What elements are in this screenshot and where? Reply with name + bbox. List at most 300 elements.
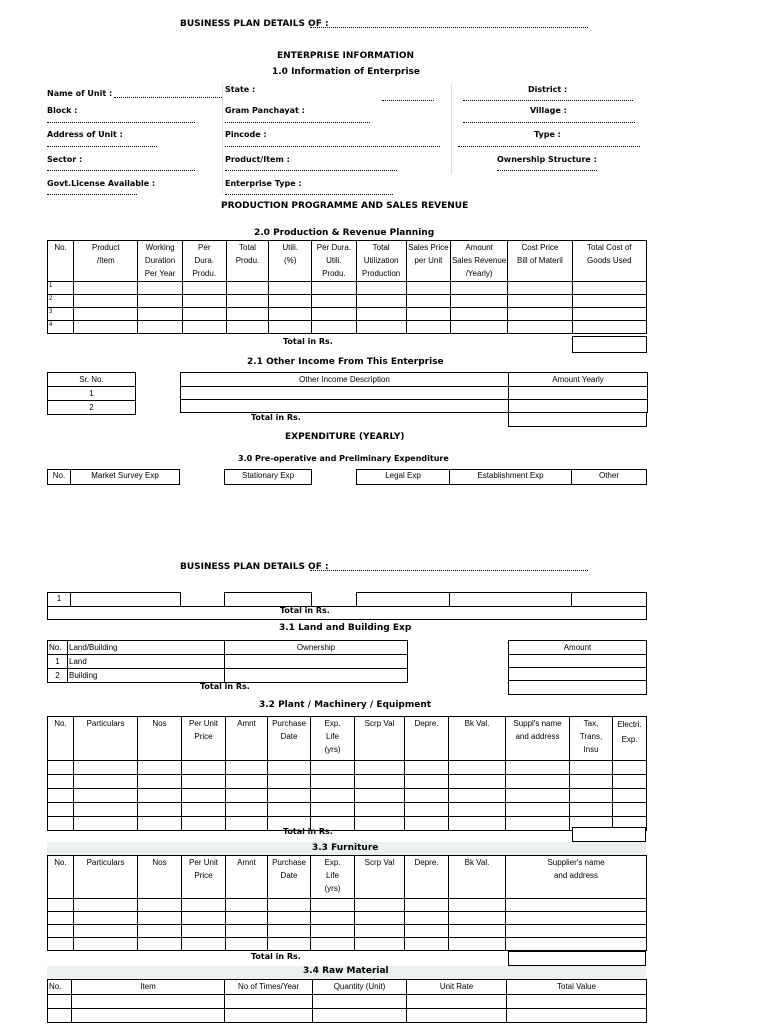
production-total-label: Total in Rs. bbox=[283, 337, 333, 346]
district-field[interactable] bbox=[463, 100, 633, 101]
other-income-total-cell[interactable] bbox=[508, 412, 647, 427]
state-label: State : bbox=[225, 85, 256, 94]
ownership-structure-label: Ownership Structure : bbox=[497, 155, 597, 164]
enterprise-type-field[interactable] bbox=[225, 194, 393, 195]
table-cell[interactable] bbox=[572, 308, 646, 321]
table-cell[interactable] bbox=[355, 912, 405, 925]
table-cell[interactable] bbox=[268, 912, 311, 925]
furniture-total-cell[interactable] bbox=[508, 951, 646, 966]
preop-no-header: No. bbox=[47, 469, 71, 485]
sr-no-header: Sr. No. bbox=[48, 373, 136, 387]
preop-stationary-cell[interactable] bbox=[224, 592, 312, 607]
header-cell: Bk Val. bbox=[449, 717, 506, 761]
table-cell[interactable] bbox=[182, 775, 226, 789]
table-cell[interactable] bbox=[138, 817, 182, 831]
table-cell[interactable] bbox=[506, 803, 570, 817]
header-cell: Amount Sales Revenue /Yearly) bbox=[450, 241, 507, 282]
table-cell[interactable] bbox=[570, 775, 613, 789]
table-cell[interactable] bbox=[181, 387, 509, 400]
table-cell[interactable] bbox=[182, 938, 226, 951]
table-cell[interactable] bbox=[313, 1009, 407, 1023]
table-cell[interactable] bbox=[449, 938, 506, 951]
table-cell[interactable] bbox=[226, 817, 268, 831]
table-cell[interactable] bbox=[74, 308, 138, 321]
table-cell[interactable] bbox=[311, 925, 355, 938]
header-cell: Working Duration Per Year bbox=[138, 241, 182, 282]
table-cell[interactable] bbox=[182, 817, 226, 831]
address-of-unit-field[interactable] bbox=[47, 146, 157, 147]
table-cell[interactable] bbox=[225, 669, 408, 683]
row-number: 3 bbox=[48, 308, 74, 321]
other-income-table bbox=[180, 372, 648, 413]
table-cell[interactable] bbox=[269, 295, 312, 308]
table-cell[interactable] bbox=[182, 803, 226, 817]
table-cell[interactable] bbox=[138, 789, 182, 803]
header-cell: Quantity (Unit) bbox=[313, 980, 407, 995]
table-cell[interactable] bbox=[570, 761, 613, 775]
table-cell[interactable] bbox=[312, 321, 356, 334]
table-cell[interactable] bbox=[226, 789, 268, 803]
table-cell[interactable] bbox=[449, 761, 506, 775]
furniture-table bbox=[47, 855, 647, 951]
table-cell[interactable] bbox=[226, 308, 268, 321]
table-cell[interactable] bbox=[48, 995, 72, 1009]
table-cell[interactable] bbox=[356, 295, 406, 308]
production-revenue-table bbox=[47, 240, 647, 334]
table-cell[interactable] bbox=[311, 899, 355, 912]
table-cell[interactable] bbox=[405, 817, 449, 831]
header-cell: Purchase Date bbox=[268, 717, 311, 761]
table-cell[interactable] bbox=[355, 817, 405, 831]
table-cell[interactable] bbox=[268, 938, 311, 951]
table-cell[interactable] bbox=[48, 925, 74, 938]
table-cell[interactable] bbox=[138, 308, 182, 321]
header-cell: Bk Val. bbox=[449, 856, 506, 899]
table-cell[interactable] bbox=[507, 995, 647, 1009]
product-item-field[interactable] bbox=[225, 170, 397, 171]
table-cell[interactable] bbox=[182, 789, 226, 803]
table-cell[interactable] bbox=[311, 775, 355, 789]
table-cell[interactable] bbox=[269, 282, 312, 295]
table-cell[interactable] bbox=[613, 789, 647, 803]
land-total-cell[interactable] bbox=[509, 681, 647, 695]
table-cell[interactable] bbox=[72, 1009, 225, 1023]
gram-panchayat-field[interactable] bbox=[225, 122, 370, 123]
table-cell[interactable] bbox=[405, 789, 449, 803]
table-cell[interactable] bbox=[449, 817, 506, 831]
table-cell[interactable] bbox=[268, 803, 311, 817]
table-cell[interactable] bbox=[268, 775, 311, 789]
block-field[interactable] bbox=[47, 122, 195, 123]
table-cell[interactable] bbox=[182, 761, 226, 775]
table-cell[interactable] bbox=[450, 321, 507, 334]
table-cell[interactable] bbox=[449, 925, 506, 938]
table-cell[interactable] bbox=[312, 308, 356, 321]
table-row bbox=[48, 817, 647, 831]
table-cell[interactable] bbox=[450, 282, 507, 295]
table-cell[interactable] bbox=[506, 899, 647, 912]
table-cell[interactable] bbox=[138, 912, 182, 925]
block-label: Block : bbox=[47, 106, 78, 115]
land-total-label: Total in Rs. bbox=[200, 682, 250, 691]
table-cell[interactable] bbox=[268, 761, 311, 775]
header-cell: Cost Price Bill of Materil bbox=[508, 241, 572, 282]
table-cell[interactable] bbox=[269, 321, 312, 334]
pincode-field[interactable] bbox=[225, 146, 440, 147]
section-3-1-heading: 3.1 Land and Building Exp bbox=[279, 623, 412, 633]
table-cell[interactable] bbox=[405, 912, 449, 925]
header-cell: Per Unit Price bbox=[182, 717, 226, 761]
table-cell[interactable] bbox=[508, 321, 572, 334]
table-cell[interactable] bbox=[407, 1009, 507, 1023]
table-cell[interactable] bbox=[509, 668, 647, 681]
table-cell[interactable] bbox=[268, 899, 311, 912]
table-cell[interactable] bbox=[356, 282, 406, 295]
table-cell[interactable] bbox=[508, 295, 572, 308]
section-2-0-heading: 2.0 Production & Revenue Planning bbox=[254, 228, 435, 238]
table-cell[interactable] bbox=[508, 282, 572, 295]
table-cell[interactable] bbox=[311, 789, 355, 803]
table-cell[interactable] bbox=[48, 912, 74, 925]
preop-other-cell[interactable] bbox=[571, 592, 647, 607]
table-cell[interactable] bbox=[182, 899, 226, 912]
header-cell: Exp. Life (yrs) bbox=[311, 717, 355, 761]
table-cell[interactable] bbox=[406, 308, 450, 321]
table-cell[interactable] bbox=[48, 1009, 72, 1023]
table-cell[interactable] bbox=[48, 817, 74, 831]
table-cell[interactable] bbox=[226, 321, 268, 334]
header-cell: Utili. (%) bbox=[269, 241, 312, 282]
table-header-row bbox=[48, 717, 647, 761]
table-cell[interactable] bbox=[508, 308, 572, 321]
table-cell[interactable] bbox=[311, 938, 355, 951]
table-cell[interactable] bbox=[570, 803, 613, 817]
table-cell[interactable] bbox=[48, 803, 74, 817]
table-row bbox=[48, 282, 647, 295]
table-cell[interactable] bbox=[613, 761, 647, 775]
section-2-1-heading: 2.1 Other Income From This Enterprise bbox=[247, 357, 444, 367]
page-title: BUSINESS PLAN DETAILS OF : bbox=[180, 562, 329, 572]
name-of-unit-label: Name of Unit : bbox=[47, 89, 113, 98]
header-cell: Supplier's name and address bbox=[506, 856, 647, 899]
table-header-row bbox=[48, 241, 647, 282]
address-of-unit-label: Address of Unit : bbox=[47, 130, 123, 139]
table-cell[interactable] bbox=[356, 321, 406, 334]
table-cell[interactable] bbox=[138, 761, 182, 775]
table-cell[interactable] bbox=[311, 761, 355, 775]
section-3-0-heading: 3.0 Pre-operative and Preliminary Expenditure bbox=[238, 454, 449, 463]
table-cell[interactable] bbox=[74, 803, 138, 817]
table-row bbox=[48, 308, 647, 321]
amount-header: Amount Yearly bbox=[509, 373, 648, 387]
table-row bbox=[48, 995, 647, 1009]
table-row bbox=[48, 912, 647, 925]
type-label: Type : bbox=[534, 130, 561, 139]
table-cell[interactable] bbox=[355, 925, 405, 938]
title-fill-line[interactable] bbox=[310, 570, 588, 571]
table-cell[interactable] bbox=[74, 321, 138, 334]
land-row-number: 1 bbox=[48, 655, 68, 669]
table-cell[interactable] bbox=[74, 761, 138, 775]
table-cell[interactable] bbox=[74, 938, 138, 951]
table-cell[interactable] bbox=[226, 938, 268, 951]
table-cell[interactable] bbox=[312, 282, 356, 295]
table-cell[interactable] bbox=[509, 387, 648, 400]
table-cell[interactable] bbox=[405, 938, 449, 951]
table-cell[interactable] bbox=[225, 655, 408, 669]
field-column-divider bbox=[222, 84, 223, 194]
preop-other-header: Other bbox=[571, 469, 647, 485]
table-cell[interactable] bbox=[182, 308, 226, 321]
table-cell[interactable] bbox=[355, 938, 405, 951]
table-cell[interactable] bbox=[450, 295, 507, 308]
table-cell[interactable] bbox=[48, 938, 74, 951]
section-3-3-heading: 3.3 Furniture bbox=[312, 843, 379, 853]
table-cell[interactable] bbox=[138, 321, 182, 334]
product-item-label: Product/Item : bbox=[225, 155, 290, 164]
production-total-cell[interactable] bbox=[572, 336, 647, 353]
table-cell[interactable] bbox=[74, 775, 138, 789]
table-cell[interactable] bbox=[138, 295, 182, 308]
table-cell[interactable] bbox=[449, 789, 506, 803]
table-cell[interactable] bbox=[138, 775, 182, 789]
table-cell[interactable] bbox=[182, 282, 226, 295]
plant-machinery-table bbox=[47, 716, 647, 831]
table-cell[interactable] bbox=[506, 775, 570, 789]
table-cell[interactable] bbox=[356, 308, 406, 321]
other-income-total-label: Total in Rs. bbox=[251, 413, 301, 422]
table-cell[interactable] bbox=[74, 912, 138, 925]
sector-label: Sector : bbox=[47, 155, 83, 164]
header-cell: Total Cost of Goods Used bbox=[572, 241, 646, 282]
land-amount-table bbox=[508, 640, 647, 695]
preop-market-survey-cell[interactable] bbox=[70, 592, 181, 607]
table-cell[interactable] bbox=[572, 295, 646, 308]
description-header: Other Income Description bbox=[181, 373, 509, 387]
table-cell[interactable] bbox=[406, 282, 450, 295]
table-cell[interactable] bbox=[313, 995, 407, 1009]
header-cell: No. bbox=[48, 980, 72, 995]
land-row-label: Building bbox=[68, 669, 225, 683]
table-cell[interactable] bbox=[74, 282, 138, 295]
table-cell[interactable] bbox=[311, 912, 355, 925]
table-cell[interactable] bbox=[226, 899, 268, 912]
table-cell[interactable] bbox=[182, 912, 226, 925]
table-cell[interactable] bbox=[72, 995, 225, 1009]
table-cell[interactable] bbox=[405, 899, 449, 912]
table-cell[interactable] bbox=[138, 925, 182, 938]
table-cell[interactable] bbox=[182, 925, 226, 938]
plant-total-cell[interactable] bbox=[572, 827, 646, 842]
header-cell: Product /Item bbox=[74, 241, 138, 282]
gram-panchayat-label: Gram Panchayat : bbox=[225, 106, 305, 115]
header-cell: Exp. Life (yrs) bbox=[311, 856, 355, 899]
table-row bbox=[48, 321, 647, 334]
table-cell[interactable] bbox=[48, 899, 74, 912]
table-cell[interactable] bbox=[311, 803, 355, 817]
preop-legal-cell[interactable] bbox=[356, 592, 450, 607]
table-cell[interactable] bbox=[570, 789, 613, 803]
table-cell[interactable] bbox=[48, 789, 74, 803]
header-cell: No. bbox=[48, 717, 74, 761]
header-cell: No. bbox=[48, 241, 74, 282]
table-cell[interactable] bbox=[355, 789, 405, 803]
table-cell[interactable] bbox=[405, 761, 449, 775]
header-cell: Amnt bbox=[226, 717, 268, 761]
header-cell: Item bbox=[72, 980, 225, 995]
table-cell[interactable] bbox=[506, 925, 647, 938]
table-row bbox=[48, 1009, 647, 1023]
header-cell: Per Dura. Produ. bbox=[182, 241, 226, 282]
table-cell[interactable] bbox=[509, 400, 648, 413]
table-cell[interactable] bbox=[74, 789, 138, 803]
table-cell[interactable] bbox=[506, 938, 647, 951]
section-3-4-heading: 3.4 Raw Material bbox=[303, 966, 389, 976]
header-cell: Scrp Val bbox=[355, 856, 405, 899]
table-cell[interactable] bbox=[506, 761, 570, 775]
field-column-divider bbox=[451, 84, 452, 174]
enterprise-heading: ENTERPRISE INFORMATION bbox=[277, 51, 415, 61]
table-row bbox=[48, 775, 647, 789]
header-cell: Particulars bbox=[74, 856, 138, 899]
sector-field[interactable] bbox=[47, 170, 195, 171]
table-cell[interactable] bbox=[450, 308, 507, 321]
table-cell[interactable] bbox=[449, 803, 506, 817]
table-cell[interactable] bbox=[572, 321, 646, 334]
table-cell[interactable] bbox=[74, 817, 138, 831]
preop-establishment-header: Establishment Exp bbox=[449, 469, 572, 485]
table-cell[interactable] bbox=[181, 400, 509, 413]
name-of-unit-field[interactable] bbox=[114, 97, 222, 98]
row-number: 4 bbox=[48, 321, 74, 334]
row-number: 1 bbox=[48, 282, 74, 295]
table-cell[interactable] bbox=[509, 655, 647, 668]
table-cell[interactable] bbox=[506, 912, 647, 925]
row-number: 2 bbox=[48, 295, 74, 308]
table-cell[interactable] bbox=[355, 761, 405, 775]
table-cell[interactable] bbox=[48, 761, 74, 775]
table-cell[interactable] bbox=[355, 899, 405, 912]
header-cell: Nos bbox=[138, 856, 182, 899]
title-fill-line[interactable] bbox=[310, 27, 588, 28]
table-header-row bbox=[48, 856, 647, 899]
table-cell[interactable] bbox=[405, 803, 449, 817]
table-cell[interactable] bbox=[226, 761, 268, 775]
sr-no-cell: 2 bbox=[48, 401, 136, 415]
header-cell: Tax, Trans, Insu bbox=[570, 717, 613, 761]
table-cell[interactable] bbox=[407, 995, 507, 1009]
table-cell[interactable] bbox=[312, 295, 356, 308]
table-cell[interactable] bbox=[226, 295, 268, 308]
header-cell: Unit Rate bbox=[407, 980, 507, 995]
plant-total-label: Total in Rs. bbox=[283, 827, 333, 836]
table-cell[interactable] bbox=[406, 295, 450, 308]
table-cell[interactable] bbox=[48, 775, 74, 789]
table-cell[interactable] bbox=[506, 789, 570, 803]
state-field[interactable] bbox=[382, 100, 434, 101]
table-cell[interactable] bbox=[268, 925, 311, 938]
table-cell[interactable] bbox=[572, 282, 646, 295]
table-cell[interactable] bbox=[138, 938, 182, 951]
preop-establishment-cell[interactable] bbox=[449, 592, 572, 607]
table-cell[interactable] bbox=[506, 817, 570, 831]
sr-no-cell: 1 bbox=[48, 387, 136, 401]
table-cell[interactable] bbox=[225, 1009, 313, 1023]
table-cell[interactable] bbox=[74, 925, 138, 938]
page-title: BUSINESS PLAN DETAILS OF : bbox=[180, 19, 329, 29]
table-cell[interactable] bbox=[182, 295, 226, 308]
table-cell[interactable] bbox=[226, 775, 268, 789]
other-income-sr-table bbox=[47, 372, 136, 415]
table-cell[interactable] bbox=[507, 1009, 647, 1023]
table-cell[interactable] bbox=[138, 899, 182, 912]
ownership-header: Ownership bbox=[225, 641, 408, 655]
land-no-header: No. bbox=[48, 641, 68, 655]
govt-license-field[interactable] bbox=[47, 194, 137, 195]
raw-material-table bbox=[47, 979, 647, 1023]
table-cell[interactable] bbox=[74, 899, 138, 912]
header-cell: Electri. Exp. bbox=[613, 717, 647, 761]
preop-market-survey-header: Market Survey Exp bbox=[70, 469, 180, 485]
table-cell[interactable] bbox=[406, 321, 450, 334]
village-field[interactable] bbox=[463, 122, 635, 123]
header-cell: Purchase Date bbox=[268, 856, 311, 899]
table-cell[interactable] bbox=[355, 803, 405, 817]
header-cell: Scrp Val bbox=[355, 717, 405, 761]
table-row bbox=[48, 803, 647, 817]
pincode-label: Pincode : bbox=[225, 130, 267, 139]
table-cell[interactable] bbox=[449, 775, 506, 789]
table-cell[interactable] bbox=[449, 912, 506, 925]
header-cell: No of Times/Year bbox=[225, 980, 313, 995]
section-1-0-heading: 1.0 Information of Enterprise bbox=[272, 67, 420, 77]
table-cell[interactable] bbox=[355, 775, 405, 789]
table-row bbox=[48, 899, 647, 912]
furniture-total-label: Total in Rs. bbox=[251, 952, 301, 961]
table-cell[interactable] bbox=[613, 803, 647, 817]
table-cell[interactable] bbox=[225, 995, 313, 1009]
type-field[interactable] bbox=[458, 146, 640, 147]
land-amount-header: Amount bbox=[509, 641, 647, 655]
table-cell[interactable] bbox=[226, 282, 268, 295]
header-cell: Depre. bbox=[405, 717, 449, 761]
header-cell: Total Value bbox=[507, 980, 647, 995]
table-cell[interactable] bbox=[268, 789, 311, 803]
table-cell[interactable] bbox=[449, 899, 506, 912]
table-cell[interactable] bbox=[226, 925, 268, 938]
table-cell[interactable] bbox=[226, 912, 268, 925]
header-cell: Particulars bbox=[74, 717, 138, 761]
table-cell[interactable] bbox=[74, 295, 138, 308]
table-row bbox=[48, 789, 647, 803]
table-cell[interactable] bbox=[226, 803, 268, 817]
table-cell[interactable] bbox=[138, 282, 182, 295]
preop-stationary-header: Stationary Exp bbox=[224, 469, 312, 485]
header-cell: Total Utilization Production bbox=[356, 241, 406, 282]
table-cell[interactable] bbox=[613, 775, 647, 789]
table-cell[interactable] bbox=[138, 803, 182, 817]
table-cell[interactable] bbox=[269, 308, 312, 321]
govt-license-label: Govt.License Available : bbox=[47, 179, 156, 188]
table-cell[interactable] bbox=[405, 775, 449, 789]
table-cell[interactable] bbox=[182, 321, 226, 334]
table-cell[interactable] bbox=[405, 925, 449, 938]
district-label: District : bbox=[528, 85, 568, 94]
header-cell: Per Dura. Utili. Produ. bbox=[312, 241, 356, 282]
preop-total-row bbox=[47, 606, 647, 620]
preop-legal-header: Legal Exp bbox=[356, 469, 450, 485]
ownership-structure-field[interactable] bbox=[497, 170, 597, 171]
